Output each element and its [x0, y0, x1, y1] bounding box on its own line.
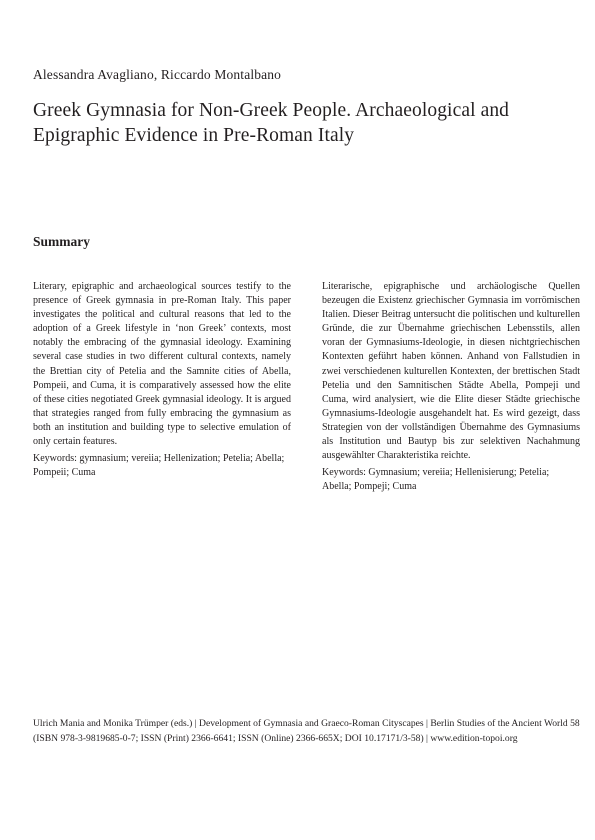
english-summary — [33, 280, 291, 480]
english-abstract: Literary, epigraphic and archaeological sources testify to the presence of Greek gymnasia in pre-Roman Italy. This paper investigates the political and cultural reasons that led to the adoption of a Greek lifestyle in ‘non Greek’ contexts, most notably the embracing of the gymnasial ideology. Examining several case studies in two different cultural contexts, namely the Brettian city of Petelia and the Samnite cities of Abella, Pompeii, and Cuma, it is comparatively assessed how the elite of these cities negotiated Greek gymnasial ideology. It is argued that strategies ranged from fully embracing the gymnasium as both an institution and building type to selective emulation of only certain features. — [33, 281, 291, 448]
footer-line-1: Ulrich Mania and Monika Trümper (eds.) | Development of Gymnasia and Graeco-Roman Cityscapes | Berlin Studies of the Ancient World 58 — [33, 718, 580, 729]
article-title: Greek Gymnasia for Non-Greek People. Archaeological and Epigraphic Evidence in Pre-Roman Italy — [33, 100, 510, 146]
summary-heading: Summary — [33, 234, 90, 249]
publication-footer — [33, 716, 580, 746]
german-abstract: Literarische, epigraphische und archäologische Quellen bezeugen die Existenz griechischer Gymnasia im vorrömischen Italien. Dieser Beitrag untersucht die politischen und kulturellen Gründe, die zur Übernahme griechischen Lebensstils, allen voran der Gymnasiums-Ideologie, in diesen nichtgriechischen Kontexten geführt haben können. Anhand von Fallstudien in zwei verschiedenen kulturellen Kontexten, der brettischen Stadt Petelia und den Samnitischen Städte Abella, Pompeji und Cuma, wird analysiert, wie die Elite dieser Städte griechische Gymnasiums-Ideologie ausgehandelt hat. Es wird gezeigt, dass Strategien von der vollständigen Übernahme des Gymnasiums als Institution und Bautyp bis zur selektiven Nachahmung ausgewählter Charakteristika reichte. — [322, 281, 580, 462]
authors: Alessandra Avagliano, Riccardo Montalbano — [33, 67, 282, 82]
german-keywords: Keywords: Gymnasium; vereiia; Hellenisierung; Petelia; Abella; Pompeji; Cuma — [322, 467, 550, 493]
german-summary — [322, 280, 580, 494]
footer-line-2: (ISBN 978-3-9819685-0-7; ISSN (Print) 2366-6641; ISSN (Online) 2366-665X; DOI 10.17171/3-58) | www.edition-topoi.org — [33, 733, 518, 744]
english-keywords: Keywords: gymnasium; vereiia; Hellenization; Petelia; Abella; Pompeii; Cuma — [33, 453, 285, 479]
